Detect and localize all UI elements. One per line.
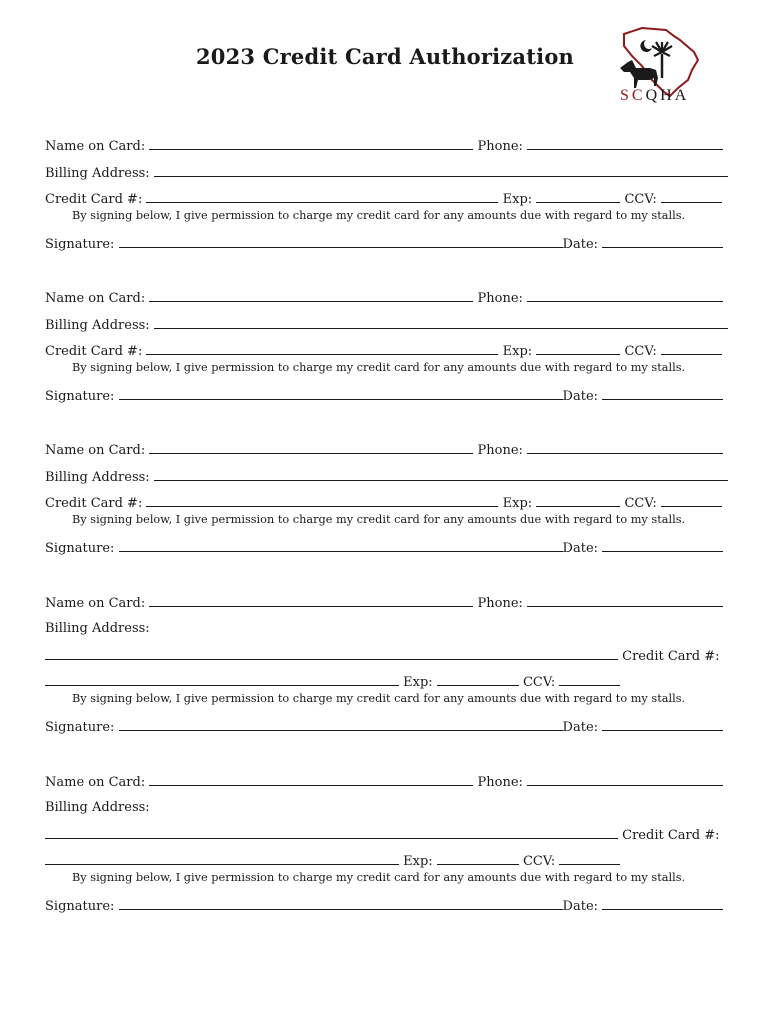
date-label: Date: bbox=[562, 389, 599, 404]
exp-label: Exp: bbox=[502, 344, 533, 359]
form-4-billing-line-row bbox=[45, 647, 719, 664]
form-4-name-row bbox=[45, 594, 723, 611]
date-field[interactable] bbox=[602, 387, 723, 400]
signature-label: Signature: bbox=[45, 720, 115, 735]
exp-field[interactable] bbox=[437, 852, 519, 865]
signature-label: Signature: bbox=[45, 237, 115, 252]
permission-text: By signing below, I give permission to charge my credit card for any amounts due with regard to my stalls. bbox=[72, 513, 686, 526]
phone-label: Phone: bbox=[477, 443, 523, 458]
credit-card-field[interactable] bbox=[45, 852, 399, 865]
name-on-card-field[interactable] bbox=[149, 441, 473, 454]
credit-card-field[interactable] bbox=[146, 190, 498, 203]
exp-field[interactable] bbox=[437, 673, 519, 686]
phone-field[interactable] bbox=[527, 594, 723, 607]
name-on-card-label: Name on Card: bbox=[45, 139, 146, 154]
ccv-field[interactable] bbox=[661, 342, 722, 355]
ccv-field[interactable] bbox=[559, 673, 620, 686]
form-2-signature-row bbox=[45, 387, 723, 404]
date-field[interactable] bbox=[602, 539, 723, 552]
name-on-card-field[interactable] bbox=[149, 773, 473, 786]
form-1-card-row bbox=[45, 190, 722, 207]
date-label: Date: bbox=[562, 237, 599, 252]
form-4-billing-row bbox=[45, 621, 150, 636]
signature-label: Signature: bbox=[45, 389, 115, 404]
ccv-label: CCV: bbox=[522, 854, 556, 869]
phone-field[interactable] bbox=[527, 773, 723, 786]
credit-card-label: Credit Card #: bbox=[622, 828, 720, 843]
ccv-field[interactable] bbox=[661, 494, 722, 507]
name-on-card-field[interactable] bbox=[149, 594, 473, 607]
date-field[interactable] bbox=[602, 718, 723, 731]
billing-address-field[interactable] bbox=[154, 468, 728, 481]
exp-field[interactable] bbox=[536, 494, 620, 507]
exp-label: Exp: bbox=[502, 496, 533, 511]
name-on-card-label: Name on Card: bbox=[45, 596, 146, 611]
phone-field[interactable] bbox=[527, 137, 723, 150]
signature-field[interactable] bbox=[119, 235, 563, 248]
permission-text: By signing below, I give permission to charge my credit card for any amounts due with regard to my stalls. bbox=[72, 692, 686, 705]
ccv-label: CCV: bbox=[522, 675, 556, 690]
ccv-label: CCV: bbox=[624, 344, 657, 359]
exp-label: Exp: bbox=[403, 854, 433, 869]
billing-address-label: Billing Address: bbox=[45, 621, 150, 636]
signature-field[interactable] bbox=[119, 387, 563, 400]
credit-card-label: Credit Card #: bbox=[45, 192, 143, 207]
logo-text: SCQHA bbox=[620, 87, 690, 104]
exp-field[interactable] bbox=[536, 190, 620, 203]
date-field[interactable] bbox=[602, 235, 723, 248]
ccv-label: CCV: bbox=[624, 496, 657, 511]
form-2-billing-row bbox=[45, 316, 728, 333]
phone-label: Phone: bbox=[477, 775, 523, 790]
form-2-card-row bbox=[45, 342, 722, 359]
credit-card-field[interactable] bbox=[146, 342, 498, 355]
credit-card-field[interactable] bbox=[45, 673, 399, 686]
credit-card-label: Credit Card #: bbox=[622, 649, 720, 664]
form-5-card-row bbox=[45, 852, 620, 869]
name-on-card-label: Name on Card: bbox=[45, 775, 146, 790]
phone-field[interactable] bbox=[527, 441, 723, 454]
form-1-signature-row bbox=[45, 235, 723, 252]
signature-label: Signature: bbox=[45, 541, 115, 556]
date-label: Date: bbox=[562, 899, 599, 914]
ccv-field[interactable] bbox=[559, 852, 620, 865]
form-5-signature-row bbox=[45, 897, 723, 914]
form-1-billing-row bbox=[45, 164, 728, 181]
credit-card-field[interactable] bbox=[146, 494, 498, 507]
phone-field[interactable] bbox=[527, 289, 723, 302]
name-on-card-label: Name on Card: bbox=[45, 443, 146, 458]
phone-label: Phone: bbox=[477, 596, 523, 611]
permission-text: By signing below, I give permission to charge my credit card for any amounts due with regard to my stalls. bbox=[72, 361, 686, 374]
form-2-name-row bbox=[45, 289, 723, 306]
billing-address-label: Billing Address: bbox=[45, 470, 150, 485]
billing-address-field[interactable] bbox=[154, 164, 728, 177]
form-3-billing-row bbox=[45, 468, 728, 485]
signature-field[interactable] bbox=[119, 897, 563, 910]
phone-label: Phone: bbox=[477, 291, 523, 306]
name-on-card-field[interactable] bbox=[149, 289, 473, 302]
date-field[interactable] bbox=[602, 897, 723, 910]
exp-field[interactable] bbox=[536, 342, 620, 355]
exp-label: Exp: bbox=[403, 675, 433, 690]
form-5-billing-line-row bbox=[45, 826, 719, 843]
exp-label: Exp: bbox=[502, 192, 533, 207]
credit-card-label: Credit Card #: bbox=[45, 496, 143, 511]
name-on-card-label: Name on Card: bbox=[45, 291, 146, 306]
credit-card-label: Credit Card #: bbox=[45, 344, 143, 359]
ccv-field[interactable] bbox=[661, 190, 722, 203]
signature-field[interactable] bbox=[119, 718, 563, 731]
billing-address-field[interactable] bbox=[45, 826, 618, 839]
permission-text: By signing below, I give permission to charge my credit card for any amounts due with regard to my stalls. bbox=[72, 871, 686, 884]
form-5-name-row bbox=[45, 773, 723, 790]
ccv-label: CCV: bbox=[624, 192, 657, 207]
form-5-billing-row bbox=[45, 800, 150, 815]
date-label: Date: bbox=[562, 541, 599, 556]
signature-label: Signature: bbox=[45, 899, 115, 914]
page-title: 2023 Credit Card Authorization bbox=[195, 44, 574, 69]
billing-address-field[interactable] bbox=[45, 647, 618, 660]
name-on-card-field[interactable] bbox=[149, 137, 473, 150]
form-3-signature-row bbox=[45, 539, 723, 556]
billing-address-label: Billing Address: bbox=[45, 800, 150, 815]
form-4-card-row bbox=[45, 673, 620, 690]
phone-label: Phone: bbox=[477, 139, 523, 154]
signature-field[interactable] bbox=[119, 539, 563, 552]
form-1-name-row bbox=[45, 137, 723, 154]
billing-address-field[interactable] bbox=[154, 316, 728, 329]
date-label: Date: bbox=[562, 720, 599, 735]
form-3-card-row bbox=[45, 494, 722, 511]
billing-address-label: Billing Address: bbox=[45, 166, 150, 181]
form-3-name-row bbox=[45, 441, 723, 458]
permission-text: By signing below, I give permission to charge my credit card for any amounts due with regard to my stalls. bbox=[72, 209, 686, 222]
form-4-signature-row bbox=[45, 718, 723, 735]
billing-address-label: Billing Address: bbox=[45, 318, 150, 333]
